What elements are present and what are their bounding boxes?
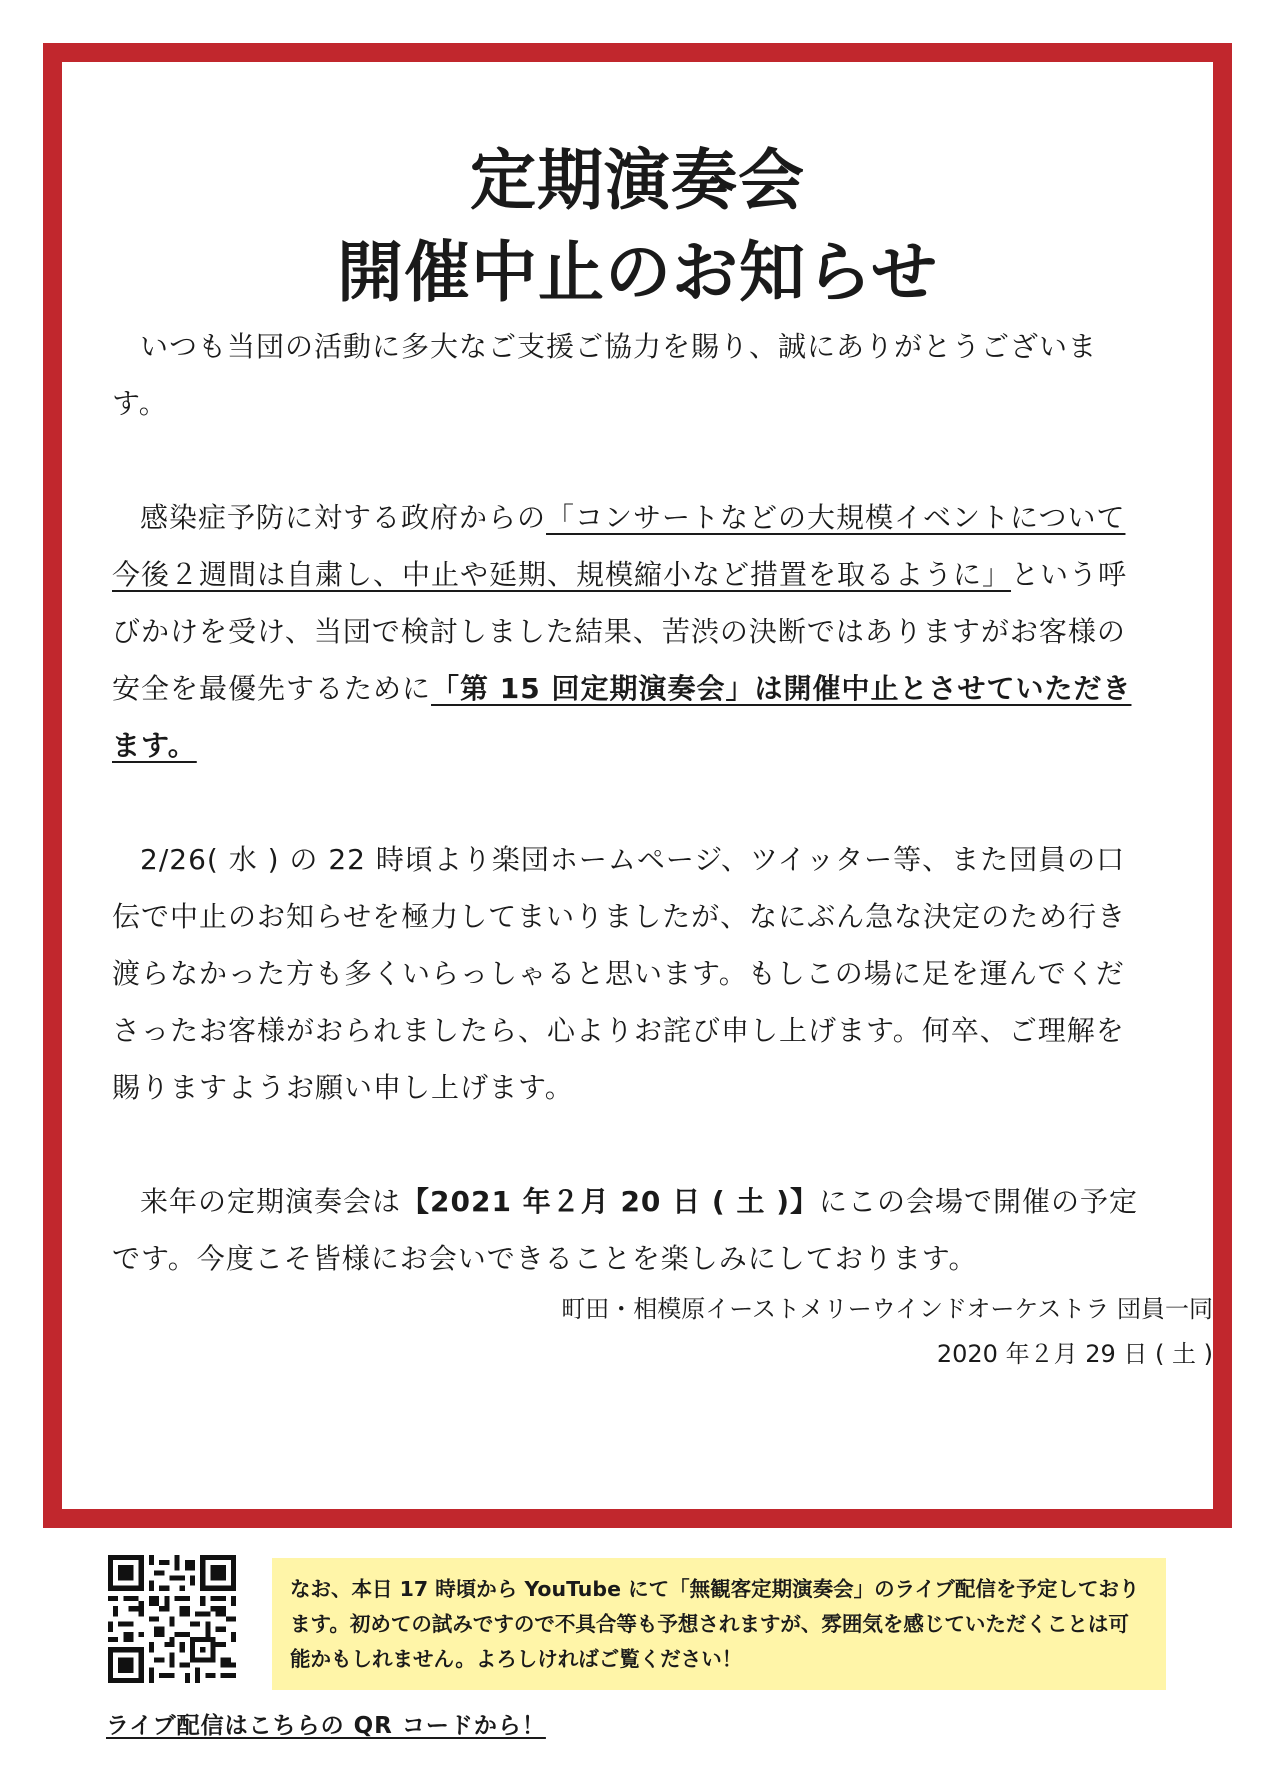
signature-org: 町田・相模原イーストメリーウインドオーケストラ 団員一同 bbox=[561, 1295, 1213, 1323]
qr-code-icon[interactable] bbox=[108, 1555, 236, 1683]
qr-caption: ライブ配信はこちらの QR コードから！ bbox=[106, 1713, 546, 1739]
title-line-2: 開催中止のお知らせ bbox=[336, 234, 939, 311]
live-stream-notice: なお、本日 17 時頃から YouTube にて「無観客定期演奏会」のライブ配信を予定しております。初めての試みですので不具合等も予想されますが、雰囲気を感じていただくことは可能かもしれません。よろしければご覧ください！ bbox=[272, 1558, 1166, 1690]
paragraph-cancellation bbox=[112, 489, 1140, 774]
notice-body bbox=[112, 318, 1140, 1344]
paragraph-next-concert bbox=[112, 1173, 1140, 1287]
cancellation-statement: 「第 15 回定期演奏会」は開催中止とさせていただきます。 bbox=[112, 672, 1132, 762]
title-line-1: 定期演奏会 bbox=[470, 142, 805, 219]
next-concert-outro: にこの会場で開催の予定です。今度こそ皆様にお会いできることを楽しみにしております。 bbox=[112, 1185, 1139, 1275]
signature-block bbox=[561, 1287, 1213, 1377]
paragraph-apology: 2/26( 水 ) の 22 時頃より楽団ホームページ、ツイッター等、また団員の口伝で中止のお知らせを極力してまいりましたが、なにぶん急な決定のため行き渡らなかった方も多くいらっしゃると思います。もしこの場に足を運んでくださったお客様がおられましたら、心よりお詫び申し上げます。何卒、ご理解を賜りますようお願い申し上げます。 bbox=[112, 843, 1127, 1104]
paragraph-greeting: いつも当団の活動に多大なご支援ご協力を賜り、誠にありがとうございます。 bbox=[112, 330, 1098, 420]
next-concert-intro: 来年の定期演奏会は bbox=[140, 1185, 402, 1218]
paragraph-cancellation-intro: 感染症予防に対する政府からの bbox=[140, 501, 547, 534]
signature-date: 2020 年２月 29 日 ( 土 ) bbox=[936, 1340, 1213, 1368]
government-request-quote: 「コンサートなどの大規模イベントについて今後２週間は自粛し、中止や延期、規模縮小など措置を取るように」 bbox=[112, 501, 1126, 591]
next-concert-date: 【2021 年２月 20 日 ( 土 )】 bbox=[401, 1185, 819, 1218]
paragraph-cancellation-middle: という呼びかけを受け、当団で検討しました結果、苦渋の決断ではありますがお客様の安全を最優先するために bbox=[112, 558, 1128, 705]
